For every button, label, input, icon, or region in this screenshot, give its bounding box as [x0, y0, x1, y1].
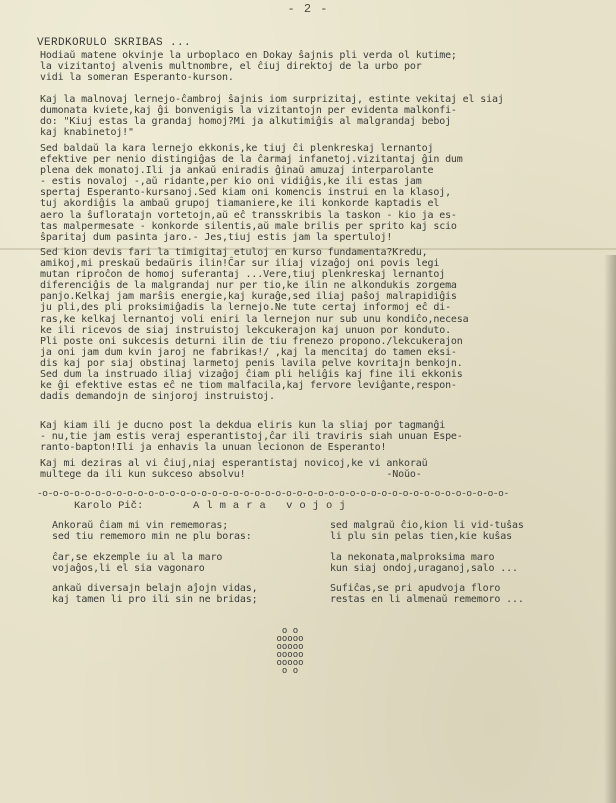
article-heading: VERDKORULO SKRIBAS ...	[37, 37, 192, 49]
paragraph-6: Kaj mi deziras al vi ĉiuj,niaj esperantistaj novicoj,ke vi ankoraŭ multege da ili kun sukceso absolvu! -Noŭo-	[40, 458, 428, 481]
paragraph-1: Hodiaŭ matene okvinje la urboplaco en Dokay ŝajnis pli verda ol kutime; la vizitantoj alvenis multnombre, el ĉiuj direktoj de la urbo por vidi la someran Esperanto-kurson.	[40, 50, 457, 84]
paragraph-4: Sed kion devis fari la timigitaj etuloj en kurso fundamenta?Kredu, amikoj,mi preskaŭ bedaŭris ilin!Ĉar sur iliaj vizaĝoj oni povis legi mutan riproĉon de homoj suferantaj ...Vere,tiuj plenkreskaj lernantoj diferenciĝis de la malgrandaj nur per tio,ke ilin ne alkondukis zorgema panjo.Kelkaj jam marŝis energie,kaj kuraĝe,sed iliaj paŝoj malrapidiĝis ju pli,des pli proksimiĝadis la lernejo.Ne tute certaj informoj eĉ di- ras,ke kelkaj lernantoj voli eniri la lernejon nur sub unu kondiĉo,necesa ke ili ricevos de siaj instruistoj lekcukerajon kaj unuon por konduto. Pli poste oni sukcesis deturni ilin de tiu frenezo propono./lekcukerajon ja oni jam dum kvin jaroj ne fabrikas!/ ,kaj la mencitaj do tamen eksi- dis kaj por siaj obstinaj larmetoj penis lavila pelve kovritajn benkojn. Sed dum la instruado iliaj vizaĝoj ĉiam pli heliĝis kaj fine ili ekkonis ke ĝi efektive estas eĉ ne tiom malfacila,kaj fervore leviĝante,respon- dadis demandojn de sinjoroj instruistoj.	[40, 247, 469, 403]
section-separator: -o-o-o-o-o-o-o-o-o-o-o-o-o-o-o-o-o-o-o-o-o-o-o-o-o-o-o-o-o-o-o-o-o-o-o-o-o-o-o-o-o-o-o-o-	[37, 488, 509, 499]
poem-stanza-left-2: ĉar,se ekzemple iu al la maro vojaĝos,li el sia vagonaro	[52, 552, 223, 575]
paragraph-3: Sed baldaŭ la kara lernejo ekkonis,ke tiuj ĉi plenkreskaj lernantoj efektive per nenio distingiĝas de la ĉarmaj infanetoj.vizitantaj ĝin dum plena dek monatoj.Ili ja ankaŭ eniradis ĝinaŭ amuzaj interparolante - estis novaloj -,aŭ ridante,per kio oni vidiĝis,ke ili estas jam spertaj Esperanto-kursanoj.Sed kiam oni komencis instrui en la klasoj, tuj akordiĝis la ambaŭ grupoj tiamaniere,ke ili konkorde kaptadis el aero la ŝufloratajn vortetojn,aŭ eĉ transskribis la taskon - kio ja es- tas malpermesate - konkorde silentis,aŭ male brilis per sprito kaj scio ŝparitaj dum pasinta jaro.- Jes,tiuj estis jam la spertuloj!	[40, 143, 463, 243]
paragraph-5: Kaj kiam ili je ducno post la dekdua eliris kun la sliaj por tagmanĝi - nu,tie jam estis veraj esperantistoj,ĉar ili traviris siah unuan Espe- ranto-bapton!Ili ja enhavis la unuan lecionon de Esperanto!	[40, 420, 463, 454]
poem-title: Almara vojoj	[193, 500, 353, 512]
poem-stanza-right-3: Sufiĉas,se pri apudvoja floro restas en li almenaŭ rememoro ...	[330, 583, 524, 606]
poem-stanza-left-1: Ankoraŭ ĉiam mi vin rememoras; sed tiu rememoro min ne plu boras:	[52, 520, 252, 543]
poem-stanza-right-1: sed malgraŭ ĉio,kion li vid-tuŝas li plu sin pelas tien,kie kuŝas	[330, 520, 524, 543]
ornament-divider: o o ooooo ooooo ooooo ooooo o o	[276, 626, 304, 676]
page-edge-shadow	[604, 255, 616, 803]
page-number: - 2 -	[287, 2, 329, 16]
poem-author: Karolo Pič:	[74, 500, 144, 512]
poem-stanza-left-3: ankaŭ diversajn belajn aĵojn vidas, kaj tamen li pro ili sin ne bridas;	[52, 583, 258, 606]
poem-stanza-right-2: la nekonata,malproksima maro kun siaj ondoj,uraganoj,salo ...	[330, 552, 518, 575]
paragraph-2: Kaj la malnovaj lernejo-ĉambroj ŝajnis iom surprizitaj, estinte vekitaj el siaj dumonata kviete,kaj ĝi bonvenigis la vizitantojn per evidenta malkonfi- do: "Kiuj estas la grandaj homoj?Mi ja alkutimiĝis al malgrandaj beboj kaj knabinetoj!"	[40, 94, 504, 139]
